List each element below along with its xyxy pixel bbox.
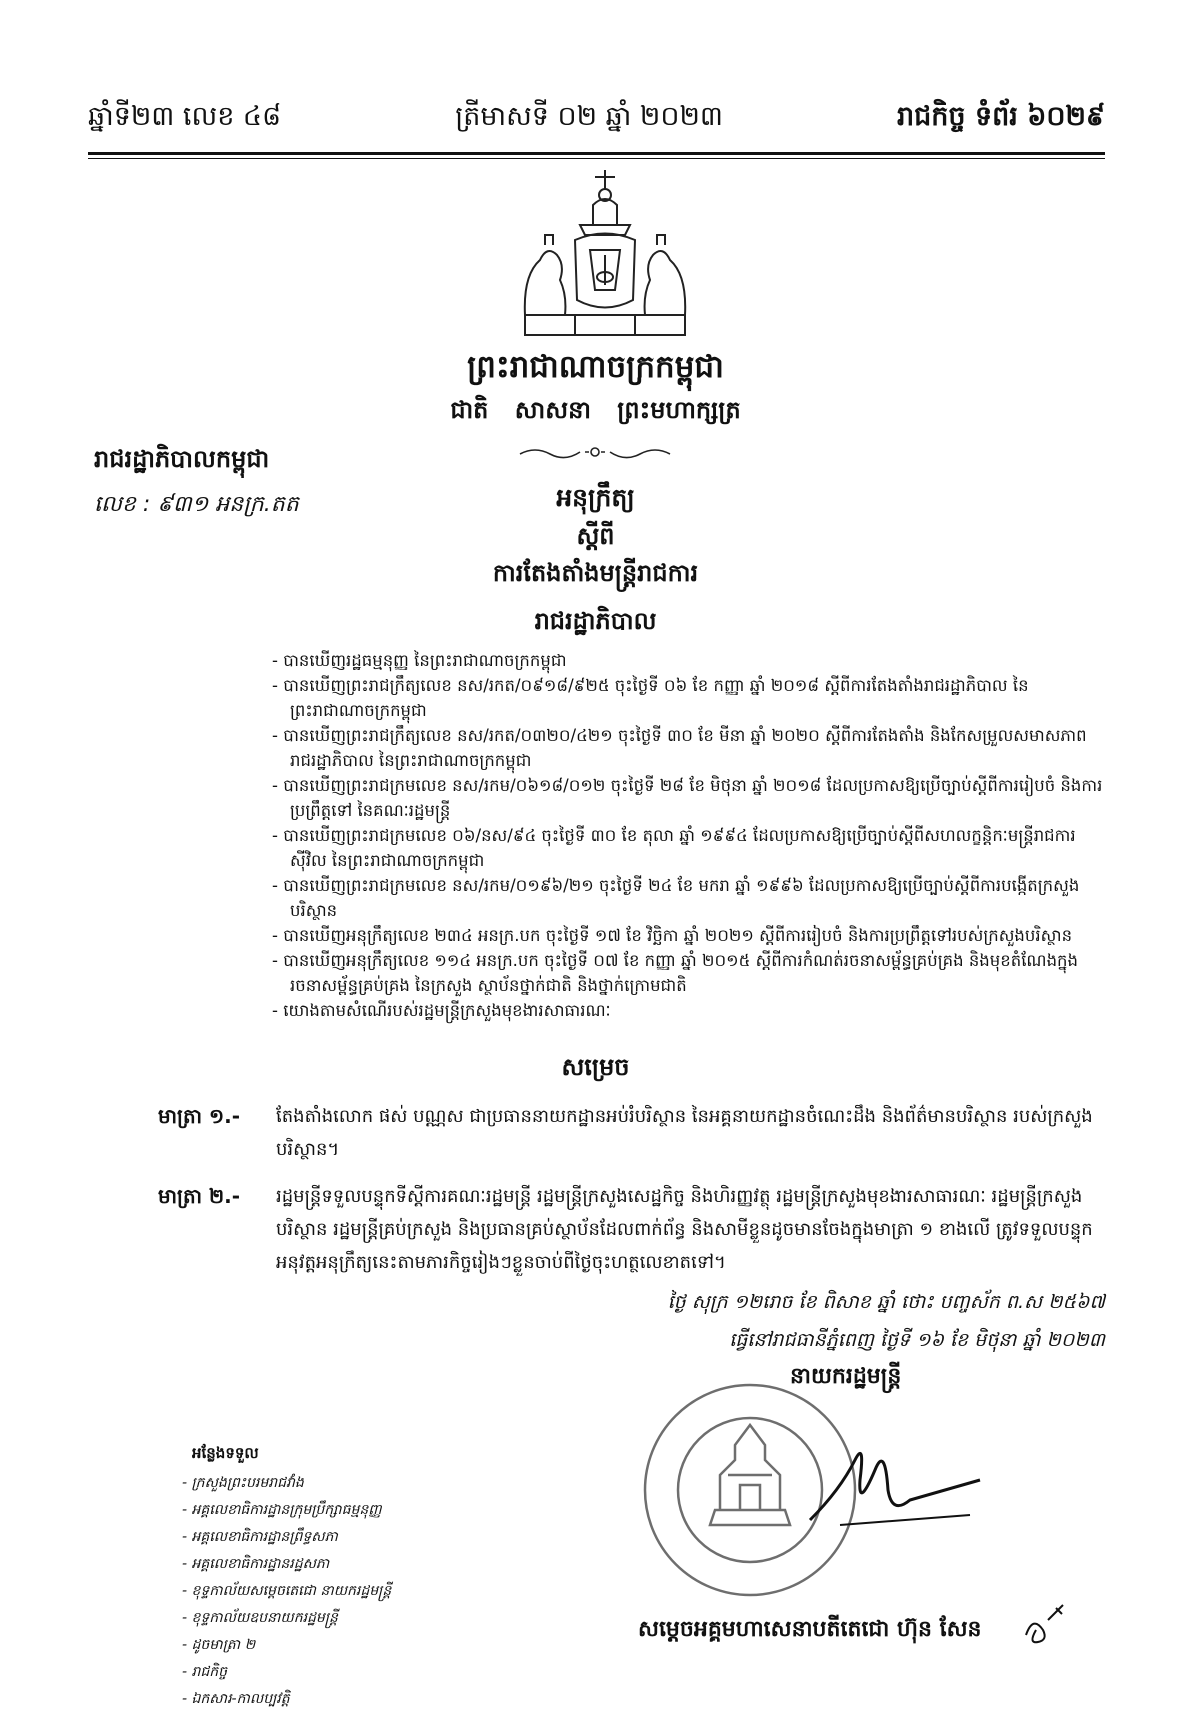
article-2 [158, 1180, 1105, 1279]
list-item: - បានឃើញព្រះរាជក្រមលេខ នស/រកម/០១៩៦/២១ ចុះថ្ងៃទី ២៤ ខែ មករា ឆ្នាំ ១៩៩៦ ដែលប្រកាសឱ្យប្រើច្បាប់ស្តីពីការបង្កើតក្រសួងបរិស្ថាន [272, 873, 1105, 923]
list-item: - បានឃើញព្រះរាជក្រមលេខ ០៦/នស/៩៤ ចុះថ្ងៃទី ៣០ ខែ តុលា ឆ្នាំ ១៩៩៤ ដែលប្រកាសឱ្យប្រើច្បាប់ស្តីពីសហលក្ខន្តិកៈមន្ត្រីរាជការស៊ីវិល នៃព្រះរាជាណាចក្រកម្ពុជា [272, 823, 1105, 873]
list-item: - បានឃើញអនុក្រឹត្យលេខ ២៣៤ អនក្រ.បក ចុះថ្ងៃទី ១៧ ខែ វិច្ឆិកា ឆ្នាំ ២០២១ ស្តីពីការរៀបចំ និងការប្រព្រឹត្តទៅរបស់ក្រសួងបរិស្ថាន [272, 923, 1105, 948]
government-heading: រាជរដ្ឋាភិបាល [534, 607, 657, 635]
ornament-divider-icon [515, 442, 675, 462]
article-text: រដ្ឋមន្ត្រីទទួលបន្ទុកទីស្តីការគណៈរដ្ឋមន្ត្រី រដ្ឋមន្ត្រីក្រសួងសេដ្ឋកិច្ច និងហិរញ្ញវត្ថុ រដ្ឋមន្ត្រីក្រសួងមុខងារសាធារណៈ រដ្ឋមន្ត្រីក្រសួងបរិស្ថាន រដ្ឋមន្ត្រីគ្រប់ក្រសួង និងប្រធានគ្រប់ស្ថាប័នដែលពាក់ព័ន្ធ និងសាមីខ្លួនដូចមានចែងក្នុងមាត្រា ១ ខាងលើ ត្រូវទទួលបន្ទុកអនុវត្តអនុក្រឹត្យនេះតាមភារកិច្ចរៀងៗខ្លួនចាប់ពីថ្ងៃចុះហត្ថលេខាតទៅ។ [276, 1186, 1093, 1273]
lunar-date: ថ្ងៃ សុក្រ ១២រោច ខែ ពិសាខ ឆ្នាំ ថោះ បញ្ចស័ក ព.ស ២៥៦៧ [667, 1291, 1105, 1313]
decides-heading: សម្រេច [561, 1053, 630, 1081]
regarding-label: ស្តីពី [576, 522, 615, 550]
recipients-title: អន្លែងទទួល [192, 1444, 259, 1462]
article-label: មាត្រា ១.- [158, 1104, 241, 1128]
initial-mark-icon [1018, 1600, 1068, 1650]
document-type: អនុក្រឹត្យ [556, 483, 635, 512]
document-number: លេខ : ៩៣១ អនក្រ.តត [94, 492, 299, 517]
solar-date: ធ្វើនៅរាជធានីភ្នំពេញ ថ្ងៃទី ១៦ ខែ មិថុនា ឆ្នាំ ២០២៣ [729, 1329, 1105, 1351]
list-item: - បានឃើញអនុក្រឹត្យលេខ ១១៤ អនក្រ.បក ចុះថ្ងៃទី ០៧ ខែ កញ្ញា ឆ្នាំ ២០១៥ ស្តីពីការកំណត់រចនាសម្ព័ន្ធគ្រប់គ្រង និងមុខតំណែងក្នុងរចនាសម្ព័ន្ធគ្រប់គ្រង នៃក្រសួង ស្ថាប័នថ្នាក់ជាតិ និងថ្នាក់ក្រោមជាតិ [272, 948, 1105, 998]
kingdom-motto: ជាតិ សាសនា ព្រះមហាក្សត្រ [450, 396, 741, 424]
article-1 [158, 1100, 1105, 1166]
list-item: - បានឃើញរដ្ឋធម្មនុញ្ញ នៃព្រះរាជាណាចក្រកម្ពុជា [272, 648, 1105, 673]
legal-references-list [272, 648, 1105, 1023]
gazette-header [88, 96, 1105, 142]
gazette-page: រាជកិច្ច ទំព័រ ៦០២៩ [897, 100, 1105, 132]
kingdom-name: ព្រះរាជាណាចក្រកម្ពុជា [467, 349, 724, 385]
document-subject: ការតែងតាំងមន្ត្រីរាជការ [492, 559, 699, 587]
list-item: - បានឃើញព្រះរាជក្រមលេខ នស/រកម/០៦១៨/០១២ ចុះថ្ងៃទី ២៨ ខែ មិថុនា ឆ្នាំ ២០១៨ ដែលប្រកាសឱ្យប្រើច្បាប់ស្តីពីការរៀបចំ និងការប្រព្រឹត្តទៅ នៃគណៈរដ្ឋមន្ត្រី [272, 773, 1105, 823]
list-item: - ឯកសារ-កាលប្បវត្តិ [182, 1686, 391, 1713]
signer-name: សម្តេចអគ្គមហាសេនាបតីតេជោ ហ៊ុន សែន [638, 1617, 982, 1642]
list-item: - អគ្គលេខាធិការដ្ឋានព្រឹទ្ធសភា [182, 1524, 391, 1551]
list-item: - ក្រសួងព្រះបរមរាជវាំង [182, 1470, 391, 1497]
article-text: តែងតាំងលោក ផស់ បណ្ណស ជាប្រធាននាយកដ្ឋានអប់រំបរិស្ថាន នៃអគ្គនាយកដ្ឋានចំណេះដឹង និងព័ត៌មានបរិស្ថាន របស់ក្រសួងបរិស្ថាន។ [276, 1106, 1093, 1160]
list-item: - ខុទ្ទកាល័យសម្តេចតេជោ នាយករដ្ឋមន្ត្រី [182, 1578, 391, 1605]
list-item: - បានឃើញព្រះរាជក្រឹត្យលេខ នស/រកត/០៣២០/៤២១ ចុះថ្ងៃទី ៣០ ខែ មីនា ឆ្នាំ ២០២០ ស្តីពីការតែងតាំង និងកែសម្រួលសមាសភាពរាជរដ្ឋាភិបាល នៃព្រះរាជាណាចក្រកម្ពុជា [272, 723, 1105, 773]
signature-icon [800, 1420, 990, 1540]
list-item: - បានឃើញព្រះរាជក្រឹត្យលេខ នស/រកត/០៩១៨/៩២៥ ចុះថ្ងៃទី ០៦ ខែ កញ្ញា ឆ្នាំ ២០១៨ ស្តីពីការតែងតាំងរាជរដ្ឋាភិបាល នៃព្រះរាជាណាចក្រកម្ពុជា [272, 673, 1105, 723]
article-label: មាត្រា ២.- [158, 1184, 241, 1208]
list-item: - អគ្គលេខាធិការដ្ឋានក្រុមប្រឹក្សាធម្មនុញ្ញ [182, 1497, 391, 1524]
list-item: - រាជកិច្ច [182, 1659, 391, 1686]
list-item: - ខុទ្ទកាល័យឧបនាយករដ្ឋមន្ត្រី [182, 1605, 391, 1632]
issuing-government: រាជរដ្ឋាភិបាលកម្ពុជា [94, 445, 270, 473]
royal-coat-of-arms-icon [505, 165, 705, 345]
list-item: - យោងតាមសំណើរបស់រដ្ឋមន្ត្រីក្រសួងមុខងារសាធារណៈ [272, 998, 1105, 1023]
recipients-list [182, 1470, 391, 1713]
gazette-quarter: ត្រីមាសទី ០២ ឆ្នាំ ២០២៣ [455, 100, 723, 132]
list-item: - អគ្គលេខាធិការដ្ឋានរដ្ឋសភា [182, 1551, 391, 1578]
header-rule [88, 152, 1105, 155]
gazette-year-issue: ឆ្នាំទី២៣ លេខ ៤៨ [88, 100, 282, 132]
header-rule-thin [88, 158, 1105, 159]
prime-minister-title: នាយករដ្ឋមន្ត្រី [790, 1364, 902, 1389]
list-item: - ដូចមាត្រា ២ [182, 1632, 391, 1659]
